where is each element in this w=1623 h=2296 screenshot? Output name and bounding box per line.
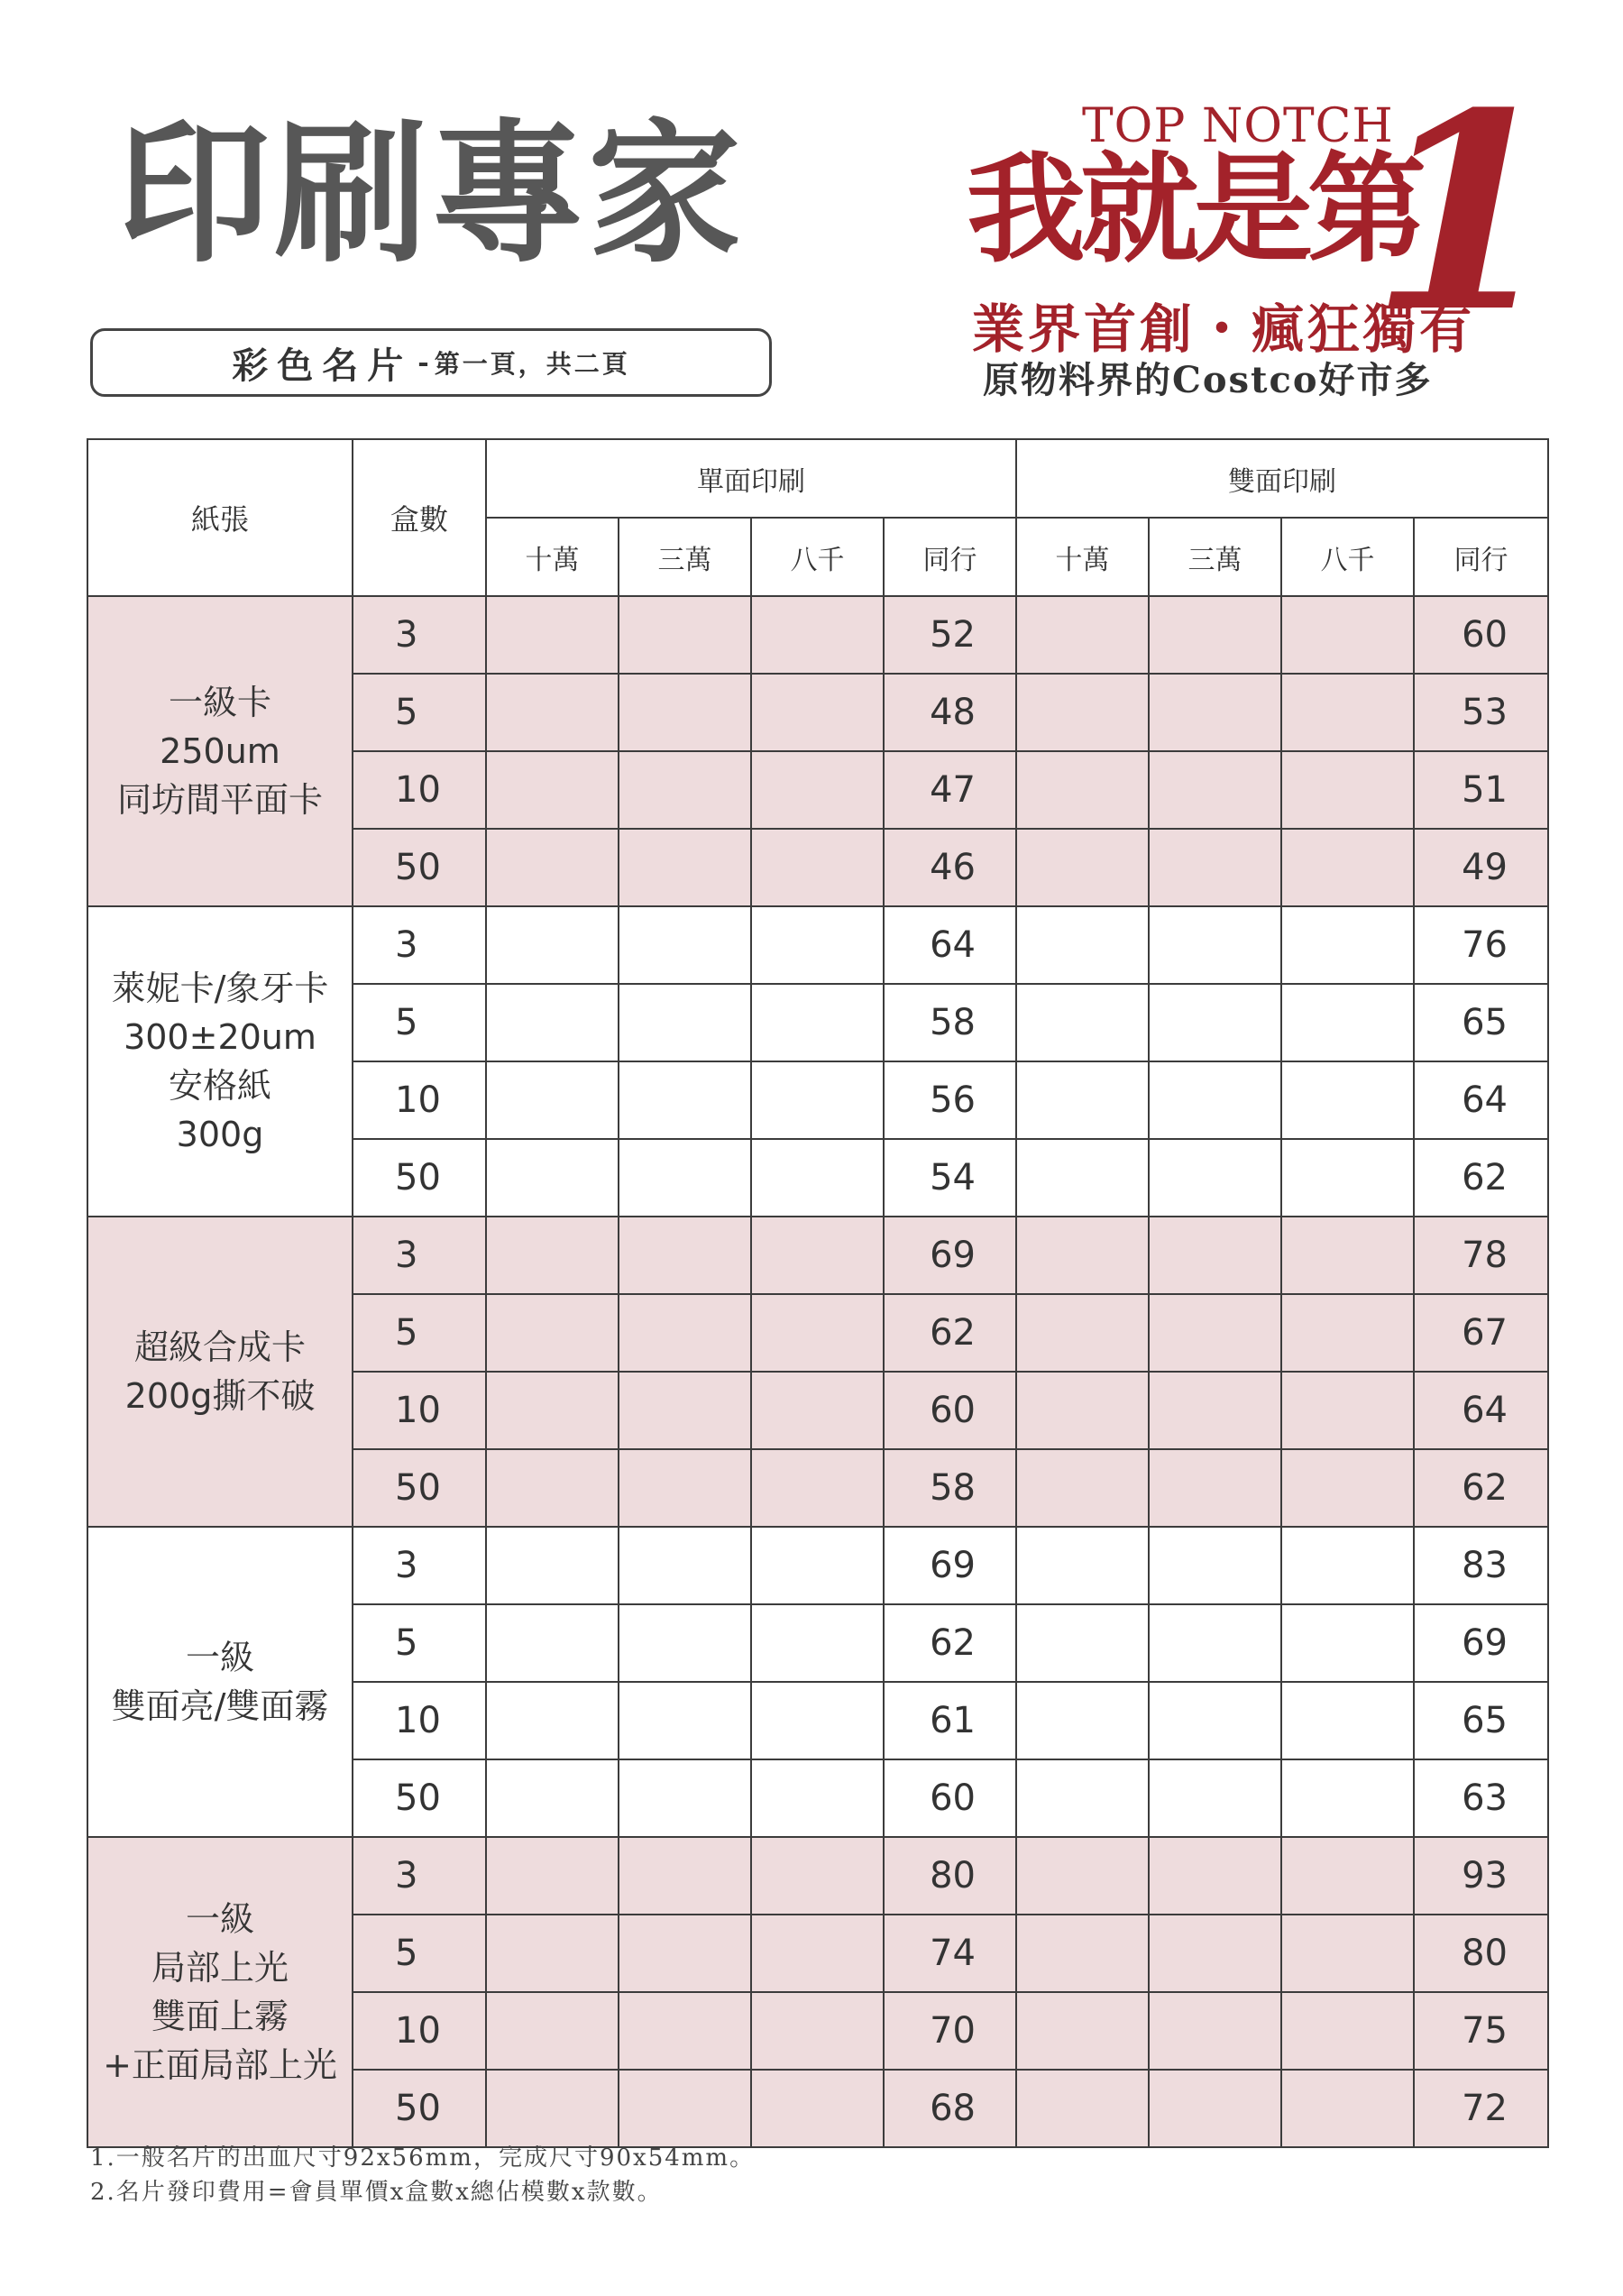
box-count-cell: 5 [353, 984, 486, 1061]
price-cell-single: 58 [884, 1449, 1016, 1527]
box-count-cell: 5 [353, 674, 486, 751]
badge-number: 1 [1371, 53, 1559, 372]
price-cell-double [1281, 674, 1414, 751]
price-cell-double [1281, 1139, 1414, 1217]
paper-type-line: +正面局部上光 [103, 2045, 337, 2085]
price-cell-single [619, 1759, 751, 1837]
price-cell-single [751, 1759, 884, 1837]
badge-tagline: 業界首創・瘋狂獨有 [972, 298, 1476, 360]
price-cell-double [1281, 596, 1414, 674]
price-cell-double [1016, 1294, 1149, 1372]
price-cell-double [1149, 906, 1281, 984]
price-cell-single [619, 984, 751, 1061]
paper-type-cell [87, 1527, 353, 1837]
price-cell-double: 62 [1414, 1449, 1548, 1527]
price-cell-double [1281, 1992, 1414, 2070]
group-header-double: 雙面印刷 [1016, 439, 1548, 518]
price-cell-double [1149, 1837, 1281, 1915]
table-row [87, 1527, 1548, 1604]
price-cell-single [486, 1372, 619, 1449]
price-cell-double: 80 [1414, 1915, 1548, 1992]
price-cell-double [1016, 1837, 1149, 1915]
price-cell-double [1016, 2070, 1149, 2147]
price-cell-double: 49 [1414, 829, 1548, 906]
price-cell-double: 65 [1414, 1682, 1548, 1759]
price-cell-double [1281, 1915, 1414, 1992]
badge-note: 原物料界的Costco好市多 [983, 359, 1433, 401]
price-cell-single [619, 906, 751, 984]
price-cell-double [1281, 1449, 1414, 1527]
price-cell-double [1016, 1449, 1149, 1527]
paper-type-line: 雙面上霧 [151, 1997, 289, 2036]
price-cell-double [1016, 1139, 1149, 1217]
price-cell-double [1149, 984, 1281, 1061]
price-cell-double: 53 [1414, 674, 1548, 751]
price-cell-double: 76 [1414, 906, 1548, 984]
price-cell-double [1016, 1992, 1149, 2070]
paper-type-cell [87, 1837, 353, 2147]
price-cell-single [619, 1527, 751, 1604]
paper-type-line: 同坊間平面卡 [116, 780, 323, 820]
price-cell-double [1149, 674, 1281, 751]
price-cell-double: 64 [1414, 1372, 1548, 1449]
table-row [87, 596, 1548, 674]
price-cell-single [486, 1217, 619, 1294]
price-cell-double [1016, 1604, 1149, 1682]
group-header-single: 單面印刷 [486, 439, 1016, 518]
price-cell-double: 65 [1414, 984, 1548, 1061]
price-cell-single: 60 [884, 1372, 1016, 1449]
price-cell-double [1281, 1604, 1414, 1682]
sub-header-double-100k: 十萬 [1016, 518, 1149, 596]
price-cell-single [619, 1372, 751, 1449]
price-cell-single [751, 984, 884, 1061]
paper-type-line: 安格紙 [168, 1066, 271, 1106]
price-cell-single: 80 [884, 1837, 1016, 1915]
price-cell-double [1281, 1527, 1414, 1604]
page-indicator: 第一頁，共二頁 [434, 349, 630, 379]
price-cell-single [751, 1061, 884, 1139]
price-cell-single [486, 1294, 619, 1372]
subtitle-box [90, 328, 772, 397]
price-cell-single [486, 1139, 619, 1217]
price-cell-single: 64 [884, 906, 1016, 984]
price-cell-double [1149, 1372, 1281, 1449]
price-cell-single: 74 [884, 1915, 1016, 1992]
paper-type-line: 300±20um [124, 1017, 316, 1057]
price-cell-single: 58 [884, 984, 1016, 1061]
box-count-cell: 10 [353, 751, 486, 829]
price-cell-single: 46 [884, 829, 1016, 906]
sub-header-single-trade: 同行 [884, 518, 1016, 596]
box-count-cell: 3 [353, 1217, 486, 1294]
price-cell-single [486, 1604, 619, 1682]
price-cell-double [1281, 906, 1414, 984]
box-count-cell: 10 [353, 1372, 486, 1449]
price-cell-double: 63 [1414, 1759, 1548, 1837]
price-cell-double [1281, 2070, 1414, 2147]
price-cell-single [486, 1061, 619, 1139]
footnote-item: 2.名片發印費用=會員單價x盒數x總佔模數x款數。 [90, 2179, 663, 2206]
box-count-cell: 5 [353, 1294, 486, 1372]
price-cell-single [619, 1992, 751, 2070]
paper-type-cell [87, 1217, 353, 1527]
box-count-cell: 10 [353, 1061, 486, 1139]
sub-header-double-30k: 三萬 [1149, 518, 1281, 596]
price-cell-double: 72 [1414, 2070, 1548, 2147]
price-cell-double [1016, 751, 1149, 829]
price-cell-single [751, 1139, 884, 1217]
price-cell-single [619, 1217, 751, 1294]
price-cell-single [619, 2070, 751, 2147]
price-cell-single: 54 [884, 1139, 1016, 1217]
price-cell-double [1149, 1527, 1281, 1604]
page-title: 印刷專家 [117, 104, 746, 284]
price-cell-double [1149, 1217, 1281, 1294]
price-cell-single [619, 674, 751, 751]
price-cell-single [619, 1915, 751, 1992]
price-cell-single: 56 [884, 1061, 1016, 1139]
price-cell-double [1281, 1061, 1414, 1139]
price-cell-single [619, 829, 751, 906]
price-cell-single [486, 1837, 619, 1915]
price-cell-single: 68 [884, 2070, 1016, 2147]
col-header-paper: 紙張 [87, 439, 353, 596]
price-cell-double: 75 [1414, 1992, 1548, 2070]
box-count-cell: 3 [353, 906, 486, 984]
price-cell-single [486, 751, 619, 829]
price-cell-double [1281, 1217, 1414, 1294]
price-cell-single [486, 1992, 619, 2070]
price-cell-single [486, 984, 619, 1061]
price-cell-double [1149, 1604, 1281, 1682]
price-cell-single [751, 674, 884, 751]
price-cell-single [486, 829, 619, 906]
price-table [87, 438, 1549, 2148]
price-cell-double [1281, 829, 1414, 906]
table-row [87, 1217, 1548, 1294]
box-count-cell: 50 [353, 1139, 486, 1217]
sub-header-single-30k: 三萬 [619, 518, 751, 596]
price-cell-single: 48 [884, 674, 1016, 751]
price-cell-double: 93 [1414, 1837, 1548, 1915]
price-cell-double [1016, 1372, 1149, 1449]
price-cell-double [1149, 1294, 1281, 1372]
price-cell-double [1281, 1372, 1414, 1449]
price-cell-single [751, 2070, 884, 2147]
paper-type-line: 超級合成卡 [133, 1327, 306, 1367]
price-cell-double [1149, 2070, 1281, 2147]
price-cell-double: 67 [1414, 1294, 1548, 1372]
price-cell-double [1281, 1682, 1414, 1759]
table-row [87, 906, 1548, 984]
paper-type-line: 局部上光 [151, 1948, 289, 1988]
box-count-cell: 5 [353, 1604, 486, 1682]
price-cell-single: 52 [884, 596, 1016, 674]
box-count-cell: 50 [353, 1449, 486, 1527]
price-cell-single [486, 906, 619, 984]
box-count-cell: 10 [353, 1992, 486, 2070]
paper-type-line: 一級 [185, 1638, 254, 1677]
price-cell-single [751, 829, 884, 906]
price-cell-double [1016, 829, 1149, 906]
price-cell-single: 47 [884, 751, 1016, 829]
price-cell-double [1149, 1992, 1281, 2070]
price-cell-double [1016, 1217, 1149, 1294]
price-cell-single [751, 1294, 884, 1372]
badge-main-text: 我就是第 [967, 140, 1421, 280]
price-cell-double: 60 [1414, 596, 1548, 674]
box-count-cell: 3 [353, 1527, 486, 1604]
subtitle-text: 彩色名片 [232, 344, 413, 387]
box-count-cell: 3 [353, 596, 486, 674]
paper-type-cell [87, 596, 353, 906]
price-cell-single [751, 1992, 884, 2070]
price-cell-double: 64 [1414, 1061, 1548, 1139]
price-cell-double [1149, 829, 1281, 906]
top-notch-badge [965, 53, 1559, 406]
price-cell-double [1149, 1682, 1281, 1759]
price-table-body [87, 596, 1548, 2147]
price-cell-double [1281, 1294, 1414, 1372]
box-count-cell: 3 [353, 1837, 486, 1915]
price-cell-double [1016, 984, 1149, 1061]
price-cell-single [619, 1604, 751, 1682]
paper-type-line: 250um [160, 731, 280, 771]
sub-header-single-8k: 八千 [751, 518, 884, 596]
sub-header-double-trade: 同行 [1414, 518, 1548, 596]
price-cell-double: 69 [1414, 1604, 1548, 1682]
price-cell-single [486, 1682, 619, 1759]
badge-top-text: TOP NOTCH [1082, 99, 1394, 153]
price-cell-double [1281, 751, 1414, 829]
box-count-cell: 5 [353, 1915, 486, 1992]
price-cell-single [751, 751, 884, 829]
price-cell-single [486, 1527, 619, 1604]
price-cell-double [1016, 1527, 1149, 1604]
box-count-cell: 50 [353, 829, 486, 906]
footnote-item: 1.一般名片的出血尺寸92x56mm，完成尺寸90x54mm。 [90, 2144, 756, 2172]
price-cell-double [1149, 751, 1281, 829]
price-cell-single [619, 1061, 751, 1139]
box-count-cell: 50 [353, 1759, 486, 1837]
price-cell-single [751, 596, 884, 674]
price-cell-double [1016, 906, 1149, 984]
price-cell-single [751, 1915, 884, 1992]
price-cell-double [1149, 596, 1281, 674]
paper-type-line: 雙面亮/雙面霧 [111, 1686, 329, 1726]
price-cell-single [619, 596, 751, 674]
price-cell-single [486, 1449, 619, 1527]
price-cell-single: 60 [884, 1759, 1016, 1837]
price-cell-double: 51 [1414, 751, 1548, 829]
paper-type-line: 萊妮卡/象牙卡 [111, 969, 329, 1008]
footnotes [90, 2141, 755, 2209]
price-cell-double: 78 [1414, 1217, 1548, 1294]
price-cell-double [1149, 1915, 1281, 1992]
price-cell-double [1016, 1061, 1149, 1139]
price-cell-double [1016, 1682, 1149, 1759]
box-count-cell: 10 [353, 1682, 486, 1759]
price-cell-single: 69 [884, 1527, 1016, 1604]
price-cell-double [1281, 1759, 1414, 1837]
price-cell-single [751, 1837, 884, 1915]
price-cell-single: 62 [884, 1294, 1016, 1372]
paper-type-line: 一級卡 [168, 683, 271, 722]
paper-type-line: 300g [176, 1115, 264, 1154]
paper-type-cell [87, 906, 353, 1217]
price-cell-single [486, 596, 619, 674]
sub-header-single-100k: 十萬 [486, 518, 619, 596]
price-cell-double [1016, 674, 1149, 751]
price-cell-single [751, 1449, 884, 1527]
price-cell-single [619, 751, 751, 829]
box-count-cell: 50 [353, 2070, 486, 2147]
price-cell-double: 62 [1414, 1139, 1548, 1217]
price-cell-double [1149, 1139, 1281, 1217]
price-cell-single [619, 1294, 751, 1372]
price-cell-single: 69 [884, 1217, 1016, 1294]
price-cell-single [619, 1449, 751, 1527]
price-cell-single [619, 1837, 751, 1915]
price-cell-single [751, 906, 884, 984]
table-row [87, 1837, 1548, 1915]
paper-type-line: 一級 [185, 1899, 254, 1939]
price-cell-double: 83 [1414, 1527, 1548, 1604]
price-cell-single [486, 2070, 619, 2147]
price-cell-double [1016, 1915, 1149, 1992]
sub-header-double-8k: 八千 [1281, 518, 1414, 596]
price-cell-single [486, 1915, 619, 1992]
price-cell-single [619, 1139, 751, 1217]
price-cell-single: 62 [884, 1604, 1016, 1682]
price-cell-single [751, 1217, 884, 1294]
price-cell-single: 61 [884, 1682, 1016, 1759]
price-cell-double [1281, 984, 1414, 1061]
price-cell-double [1149, 1759, 1281, 1837]
price-cell-single [751, 1527, 884, 1604]
price-cell-single [486, 674, 619, 751]
paper-type-line: 200g撕不破 [124, 1376, 316, 1416]
price-cell-double [1149, 1061, 1281, 1139]
subtitle-separator: - [417, 346, 429, 379]
price-cell-double [1016, 596, 1149, 674]
price-cell-double [1149, 1449, 1281, 1527]
col-header-boxes: 盒數 [353, 439, 486, 596]
price-cell-single [486, 1759, 619, 1837]
price-cell-double [1281, 1837, 1414, 1915]
price-cell-single [751, 1372, 884, 1449]
price-cell-single [751, 1682, 884, 1759]
price-cell-single: 70 [884, 1992, 1016, 2070]
price-cell-single [751, 1604, 884, 1682]
price-cell-double [1016, 1759, 1149, 1837]
price-cell-single [619, 1682, 751, 1759]
